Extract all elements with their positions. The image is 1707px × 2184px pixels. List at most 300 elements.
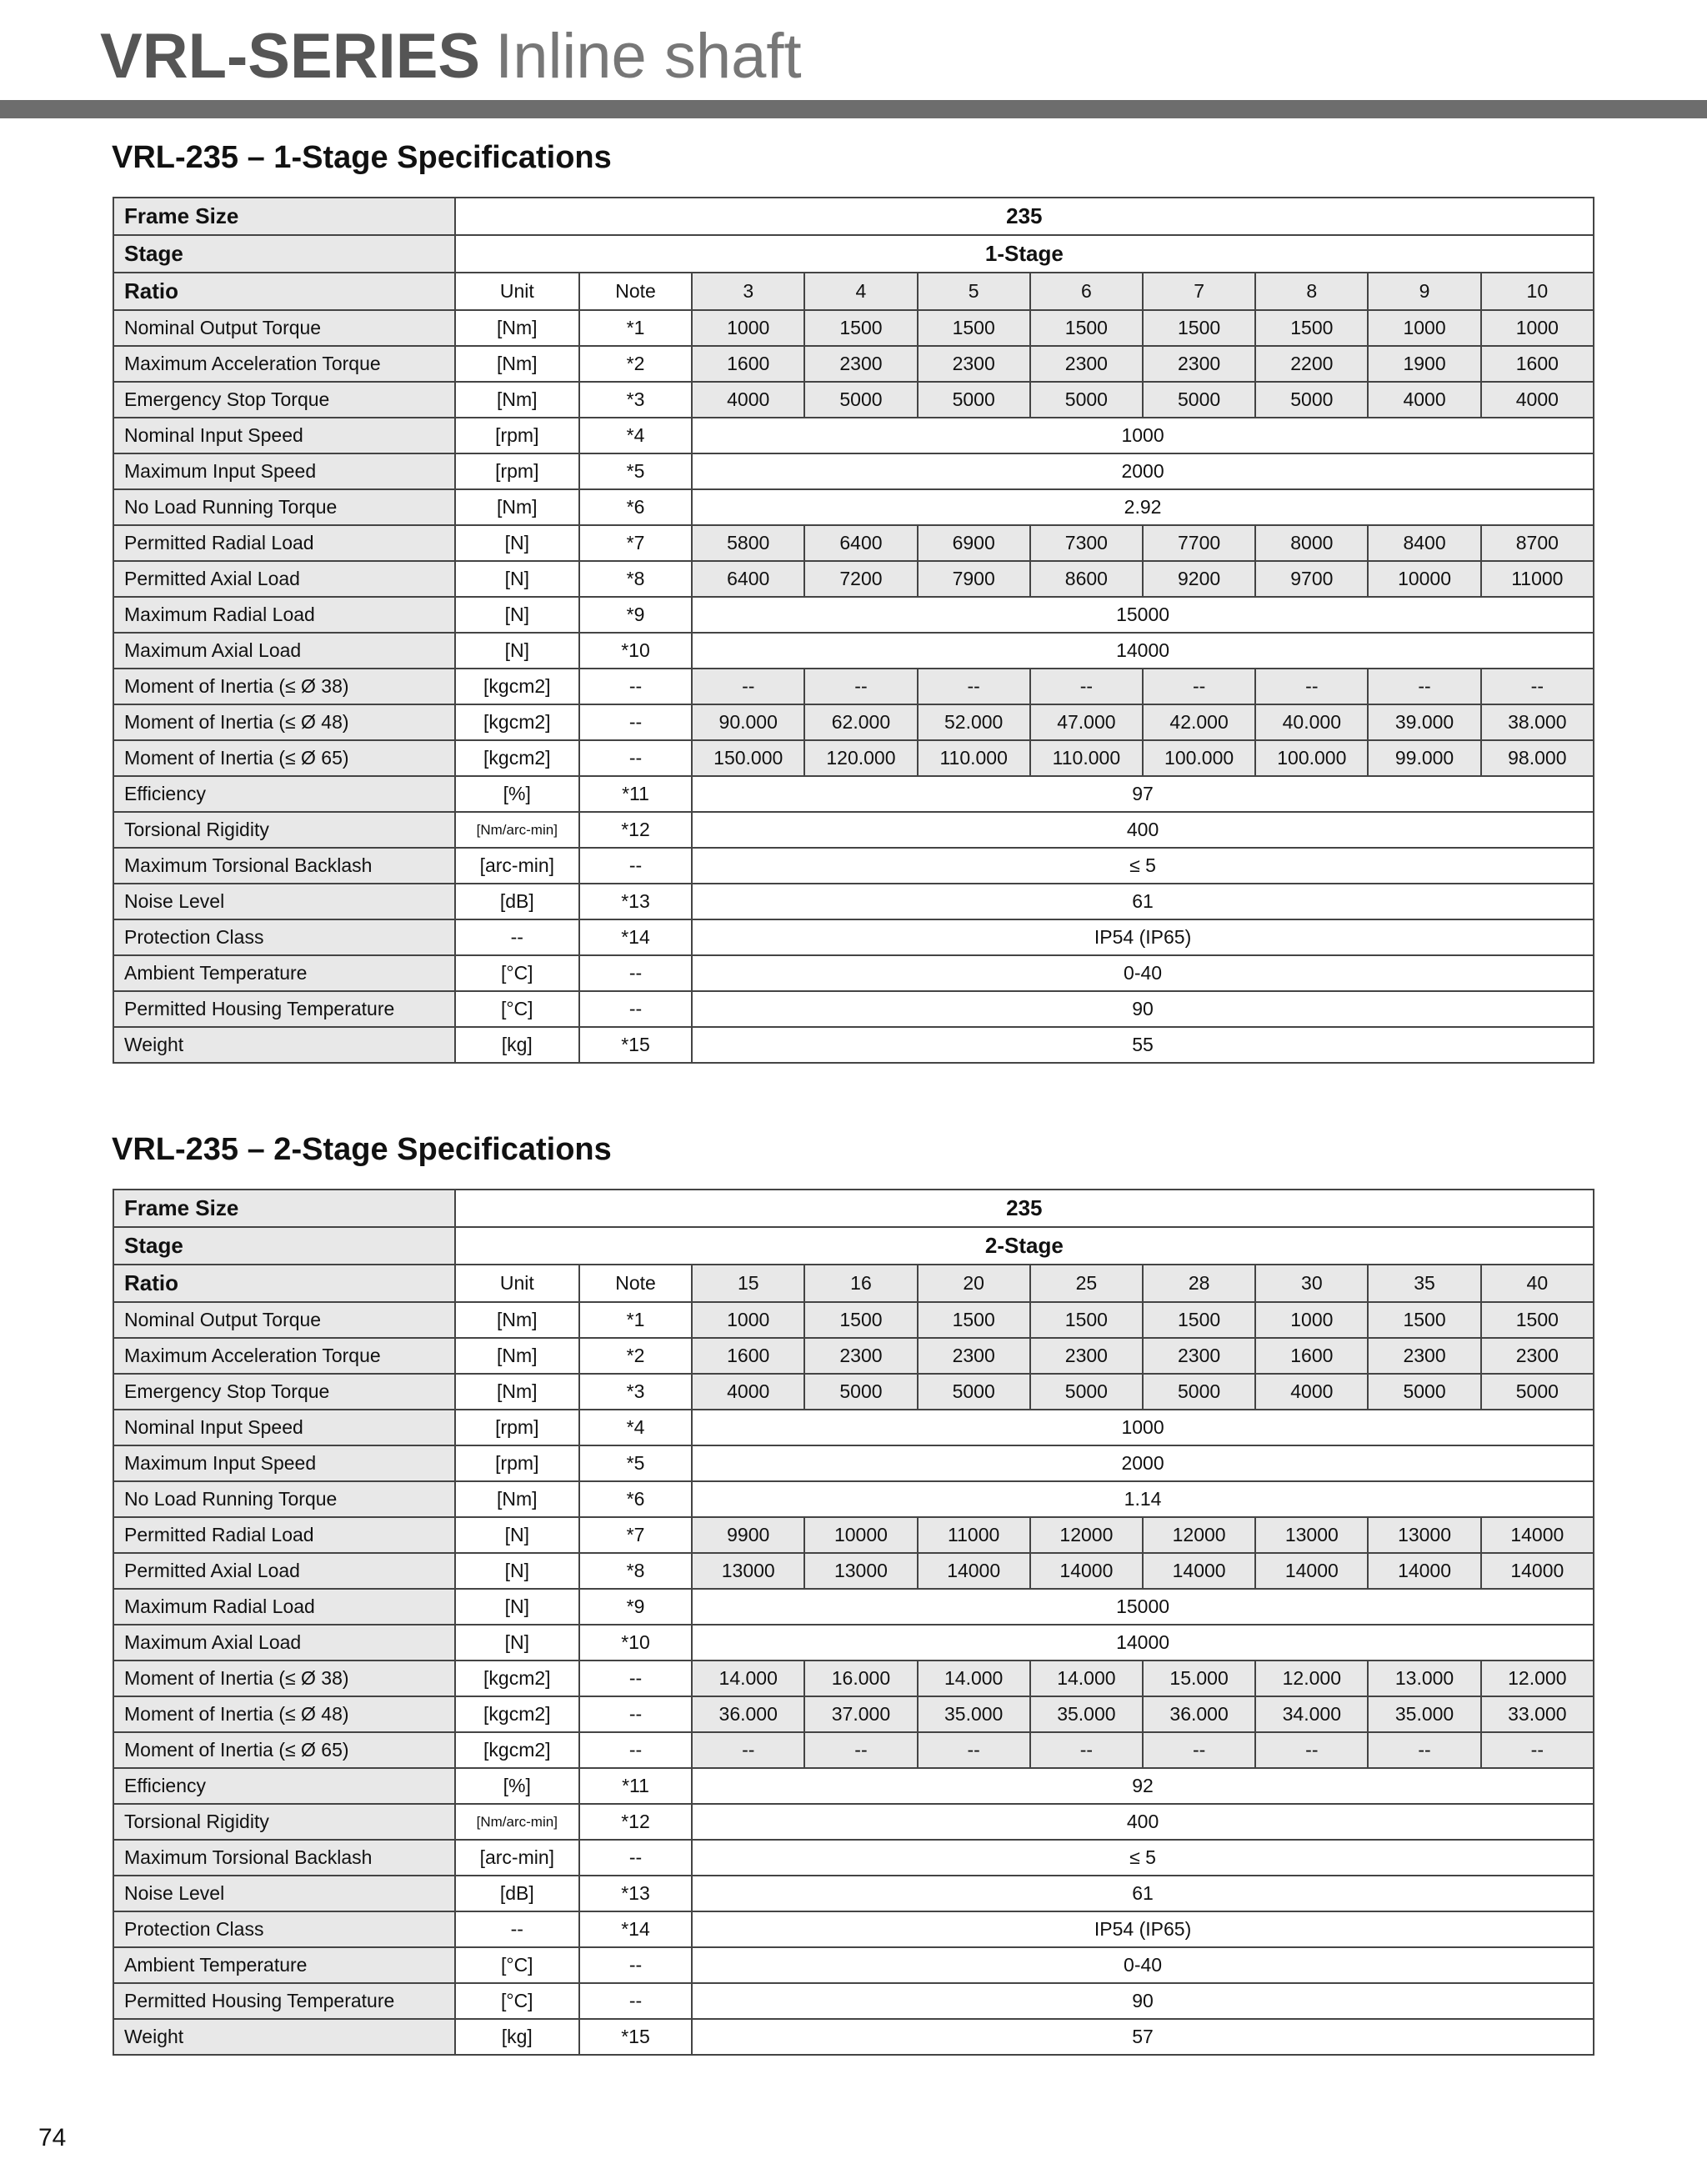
row-value: 9900 [692, 1517, 804, 1553]
row-label: No Load Running Torque [113, 489, 455, 525]
frame-size-value: 235 [455, 1190, 1594, 1227]
row-unit: [dB] [455, 884, 579, 919]
row-value: 6400 [804, 525, 917, 561]
row-label: Maximum Axial Load [113, 1625, 455, 1661]
row-value: 1000 [1368, 310, 1480, 346]
row-value: 2200 [1255, 346, 1368, 382]
row-value-span: 400 [692, 1804, 1594, 1840]
row-value: -- [1030, 1732, 1143, 1768]
frame-size-row [113, 1190, 1594, 1227]
row-value: 5000 [1255, 382, 1368, 418]
row-value: 5000 [1030, 382, 1143, 418]
row-label: Maximum Radial Load [113, 1589, 455, 1625]
ratio-value: 4 [804, 273, 917, 310]
row-value: 1600 [692, 346, 804, 382]
row-label: Ambient Temperature [113, 955, 455, 991]
row-unit: [arc-min] [455, 848, 579, 884]
row-value-span: ≤ 5 [692, 1840, 1594, 1876]
row-unit: [kg] [455, 2019, 579, 2055]
row-value: 14000 [1481, 1517, 1594, 1553]
row-label: Maximum Radial Load [113, 597, 455, 633]
row-value: 110.000 [1030, 740, 1143, 776]
stage-row [113, 1227, 1594, 1265]
row-value: 12000 [1030, 1517, 1143, 1553]
row-value: 13000 [692, 1553, 804, 1589]
row-value: 2300 [804, 1338, 917, 1374]
row-unit: [N] [455, 525, 579, 561]
row-value-span: 2000 [692, 1445, 1594, 1481]
row-value: 12000 [1143, 1517, 1255, 1553]
row-value: 62.000 [804, 704, 917, 740]
row-value: 150.000 [692, 740, 804, 776]
row-value: 5000 [1368, 1374, 1480, 1410]
row-unit: [N] [455, 597, 579, 633]
row-value-span: 61 [692, 884, 1594, 919]
row-value: 10000 [1368, 561, 1480, 597]
row-value: 5000 [1030, 1374, 1143, 1410]
stage-value: 1-Stage [455, 235, 1594, 273]
row-value: 9200 [1143, 561, 1255, 597]
row-note: *1 [579, 1302, 692, 1338]
row-label: Permitted Radial Load [113, 1517, 455, 1553]
row-unit: [Nm] [455, 1481, 579, 1517]
row-value: 7900 [918, 561, 1030, 597]
row-note: -- [579, 1983, 692, 2019]
row-value: 110.000 [918, 740, 1030, 776]
row-note: -- [579, 848, 692, 884]
row-note: *10 [579, 633, 692, 669]
row-note: -- [579, 740, 692, 776]
row-value: 11000 [918, 1517, 1030, 1553]
row-value: -- [804, 1732, 917, 1768]
row-value: 14.000 [918, 1661, 1030, 1696]
row-value: -- [1143, 1732, 1255, 1768]
frame-size-label: Frame Size [113, 1190, 455, 1227]
row-value-span: 1.14 [692, 1481, 1594, 1517]
row-label: Maximum Torsional Backlash [113, 1840, 455, 1876]
row-value: 1000 [1481, 310, 1594, 346]
row-unit: [rpm] [455, 1445, 579, 1481]
note-header: Note [579, 1265, 692, 1302]
row-value: 1500 [1030, 1302, 1143, 1338]
page-number: 74 [38, 2124, 67, 2151]
row-unit: [kgcm2] [455, 1732, 579, 1768]
row-value-span: 90 [692, 1983, 1594, 2019]
row-value: 11000 [1481, 561, 1594, 597]
row-label: Protection Class [113, 919, 455, 955]
row-value: -- [1368, 1732, 1480, 1768]
row-note: -- [579, 704, 692, 740]
row-value: 5000 [918, 1374, 1030, 1410]
row-note: *9 [579, 597, 692, 633]
row-value: 36.000 [1143, 1696, 1255, 1732]
row-note: *6 [579, 1481, 692, 1517]
table-row [113, 1661, 1594, 1696]
row-value: 1000 [692, 1302, 804, 1338]
table-row [113, 1553, 1594, 1589]
ratio-value: 25 [1030, 1265, 1143, 1302]
ratio-value: 30 [1255, 1265, 1368, 1302]
stage-value: 2-Stage [455, 1227, 1594, 1265]
row-value: 14.000 [692, 1661, 804, 1696]
row-label: Weight [113, 2019, 455, 2055]
row-value: 4000 [692, 1374, 804, 1410]
row-label: Maximum Input Speed [113, 1445, 455, 1481]
table-row [113, 848, 1594, 884]
row-unit: [N] [455, 633, 579, 669]
row-value: 13000 [1255, 1517, 1368, 1553]
row-value-span: 1000 [692, 418, 1594, 453]
row-unit: [kgcm2] [455, 740, 579, 776]
row-unit: [kg] [455, 1027, 579, 1063]
row-value-span: 400 [692, 812, 1594, 848]
table-row [113, 1517, 1594, 1553]
ratio-value: 7 [1143, 273, 1255, 310]
row-label: Emergency Stop Torque [113, 382, 455, 418]
row-value: 8700 [1481, 525, 1594, 561]
row-value: 14000 [1368, 1553, 1480, 1589]
table-row [113, 633, 1594, 669]
row-label: Ambient Temperature [113, 1947, 455, 1983]
row-value: 37.000 [804, 1696, 917, 1732]
row-unit: [kgcm2] [455, 1661, 579, 1696]
row-value: 2300 [1030, 346, 1143, 382]
row-label: Permitted Housing Temperature [113, 1983, 455, 2019]
row-label: Maximum Input Speed [113, 453, 455, 489]
row-value: 35.000 [918, 1696, 1030, 1732]
row-unit: [kgcm2] [455, 669, 579, 704]
table-row [113, 1302, 1594, 1338]
row-value: 120.000 [804, 740, 917, 776]
row-unit: [kgcm2] [455, 704, 579, 740]
row-unit: [Nm] [455, 1338, 579, 1374]
row-value-span: 2000 [692, 453, 1594, 489]
row-value: 6900 [918, 525, 1030, 561]
row-value: 5000 [804, 382, 917, 418]
row-label: Torsional Rigidity [113, 1804, 455, 1840]
row-note: -- [579, 669, 692, 704]
row-note: *3 [579, 1374, 692, 1410]
ratio-value: 5 [918, 273, 1030, 310]
row-value-span: 90 [692, 991, 1594, 1027]
row-value: 16.000 [804, 1661, 917, 1696]
row-value: -- [1255, 1732, 1368, 1768]
table-row [113, 1911, 1594, 1947]
row-note: *8 [579, 561, 692, 597]
row-value: 99.000 [1368, 740, 1480, 776]
row-value: 100.000 [1255, 740, 1368, 776]
row-value: 14000 [1255, 1553, 1368, 1589]
row-value: 2300 [1481, 1338, 1594, 1374]
row-value: 1500 [1030, 310, 1143, 346]
row-value: 38.000 [1481, 704, 1594, 740]
row-value-span: IP54 (IP65) [692, 1911, 1594, 1947]
ratio-value: 6 [1030, 273, 1143, 310]
ratio-value: 10 [1481, 273, 1594, 310]
row-value-span: 97 [692, 776, 1594, 812]
row-value: -- [692, 669, 804, 704]
row-value: 2300 [804, 346, 917, 382]
row-note: *15 [579, 2019, 692, 2055]
table-row [113, 812, 1594, 848]
stage-label: Stage [113, 1227, 455, 1265]
section-title-1-stage: VRL-235 – 1-Stage Specifications [112, 140, 612, 175]
row-note: -- [579, 1732, 692, 1768]
row-unit: [Nm] [455, 346, 579, 382]
row-value: -- [1481, 669, 1594, 704]
row-value-span: 15000 [692, 597, 1594, 633]
row-value: -- [1030, 669, 1143, 704]
row-value: 1500 [1143, 310, 1255, 346]
row-label: Efficiency [113, 776, 455, 812]
row-value: 1600 [692, 1338, 804, 1374]
row-value: 14.000 [1030, 1661, 1143, 1696]
row-value-span: 92 [692, 1768, 1594, 1804]
spec-table-1-stage [113, 197, 1594, 1064]
row-note: *5 [579, 453, 692, 489]
row-value-span: 2.92 [692, 489, 1594, 525]
row-value: 40.000 [1255, 704, 1368, 740]
row-value: 13000 [804, 1553, 917, 1589]
row-value: 9700 [1255, 561, 1368, 597]
row-value: 1500 [804, 1302, 917, 1338]
row-value: -- [804, 669, 917, 704]
ratio-value: 20 [918, 1265, 1030, 1302]
row-note: *2 [579, 346, 692, 382]
page-header [100, 20, 802, 95]
row-note: *1 [579, 310, 692, 346]
table-row [113, 919, 1594, 955]
ratio-row [113, 273, 1594, 310]
row-value: 10000 [804, 1517, 917, 1553]
row-value: 5000 [804, 1374, 917, 1410]
unit-header: Unit [455, 273, 579, 310]
table-row [113, 776, 1594, 812]
table-row [113, 1696, 1594, 1732]
row-value: 2300 [918, 1338, 1030, 1374]
row-note: *12 [579, 812, 692, 848]
table-row [113, 597, 1594, 633]
row-value: 2300 [1143, 1338, 1255, 1374]
row-value: 1500 [918, 310, 1030, 346]
row-value: 5000 [918, 382, 1030, 418]
row-note: *2 [579, 1338, 692, 1374]
stage-row [113, 235, 1594, 273]
table-row [113, 1589, 1594, 1625]
row-value-span: 61 [692, 1876, 1594, 1911]
ratio-row [113, 1265, 1594, 1302]
row-value: 12.000 [1481, 1661, 1594, 1696]
row-label: Moment of Inertia (≤ Ø 48) [113, 704, 455, 740]
row-unit: [Nm] [455, 489, 579, 525]
series-subtitle: Inline shaft [495, 21, 802, 92]
row-label: Maximum Acceleration Torque [113, 1338, 455, 1374]
row-unit: [kgcm2] [455, 1696, 579, 1732]
row-unit: [N] [455, 1589, 579, 1625]
row-unit: [Nm/arc-min] [455, 812, 579, 848]
table-row [113, 1625, 1594, 1661]
row-label: Noise Level [113, 1876, 455, 1911]
table-row [113, 955, 1594, 991]
row-unit: [Nm] [455, 1374, 579, 1410]
ratio-value: 28 [1143, 1265, 1255, 1302]
row-note: *10 [579, 1625, 692, 1661]
row-value: 98.000 [1481, 740, 1594, 776]
row-value: 42.000 [1143, 704, 1255, 740]
row-label: Weight [113, 1027, 455, 1063]
table-row [113, 525, 1594, 561]
row-value: 36.000 [692, 1696, 804, 1732]
table-row [113, 382, 1594, 418]
row-value: 8600 [1030, 561, 1143, 597]
row-label: Moment of Inertia (≤ Ø 65) [113, 1732, 455, 1768]
table-row [113, 1804, 1594, 1840]
note-header: Note [579, 273, 692, 310]
table-row [113, 1374, 1594, 1410]
row-value-span: 0-40 [692, 955, 1594, 991]
row-unit: [°C] [455, 955, 579, 991]
ratio-value: 16 [804, 1265, 917, 1302]
ratio-value: 35 [1368, 1265, 1480, 1302]
table-row [113, 704, 1594, 740]
row-note: -- [579, 1661, 692, 1696]
row-note: *7 [579, 1517, 692, 1553]
row-note: *4 [579, 1410, 692, 1445]
row-label: Permitted Housing Temperature [113, 991, 455, 1027]
row-value: 1500 [1255, 310, 1368, 346]
row-unit: [arc-min] [455, 1840, 579, 1876]
row-value: 1500 [918, 1302, 1030, 1338]
row-value: -- [1143, 669, 1255, 704]
row-value: 2300 [1143, 346, 1255, 382]
row-value-span: ≤ 5 [692, 848, 1594, 884]
row-label: Emergency Stop Torque [113, 1374, 455, 1410]
row-label: Moment of Inertia (≤ Ø 38) [113, 669, 455, 704]
table-row [113, 1410, 1594, 1445]
row-label: Maximum Axial Load [113, 633, 455, 669]
ratio-value: 8 [1255, 273, 1368, 310]
row-note: *13 [579, 1876, 692, 1911]
table-row [113, 561, 1594, 597]
row-value: 8400 [1368, 525, 1480, 561]
row-value: 39.000 [1368, 704, 1480, 740]
table-row [113, 346, 1594, 382]
row-label: Nominal Output Torque [113, 310, 455, 346]
row-value: 1900 [1368, 346, 1480, 382]
row-value: 14000 [918, 1553, 1030, 1589]
series-title: VRL-SERIES [100, 21, 481, 92]
row-value-span: 57 [692, 2019, 1594, 2055]
row-value-span: 1000 [692, 1410, 1594, 1445]
row-unit: [rpm] [455, 418, 579, 453]
row-value: 1500 [1368, 1302, 1480, 1338]
row-unit: [°C] [455, 991, 579, 1027]
row-value: 2300 [918, 346, 1030, 382]
spec-table-2-stage [113, 1189, 1594, 2056]
frame-size-label: Frame Size [113, 198, 455, 235]
row-value-span: 15000 [692, 1589, 1594, 1625]
row-note: *14 [579, 1911, 692, 1947]
row-value: 14000 [1481, 1553, 1594, 1589]
row-value: 8000 [1255, 525, 1368, 561]
row-value: 35.000 [1368, 1696, 1480, 1732]
row-label: Nominal Input Speed [113, 418, 455, 453]
row-value: 5000 [1143, 1374, 1255, 1410]
table-row [113, 2019, 1594, 2055]
row-value: 1500 [804, 310, 917, 346]
row-unit: -- [455, 919, 579, 955]
row-value: -- [918, 669, 1030, 704]
table-row [113, 1983, 1594, 2019]
row-unit: [N] [455, 1553, 579, 1589]
row-note: *7 [579, 525, 692, 561]
row-value: 4000 [1255, 1374, 1368, 1410]
table-row [113, 1445, 1594, 1481]
row-value: 1500 [1143, 1302, 1255, 1338]
row-note: *6 [579, 489, 692, 525]
row-value: 4000 [692, 382, 804, 418]
row-label: Efficiency [113, 1768, 455, 1804]
row-unit: [dB] [455, 1876, 579, 1911]
table-row [113, 1027, 1594, 1063]
row-label: Maximum Torsional Backlash [113, 848, 455, 884]
row-label: Moment of Inertia (≤ Ø 65) [113, 740, 455, 776]
row-label: Permitted Axial Load [113, 561, 455, 597]
row-value: 1000 [692, 310, 804, 346]
row-value: 5000 [1143, 382, 1255, 418]
table-row [113, 1947, 1594, 1983]
row-unit: [%] [455, 776, 579, 812]
row-value: 14000 [1030, 1553, 1143, 1589]
row-value-span: 0-40 [692, 1947, 1594, 1983]
row-value: 33.000 [1481, 1696, 1594, 1732]
row-label: Moment of Inertia (≤ Ø 48) [113, 1696, 455, 1732]
row-note: *14 [579, 919, 692, 955]
row-value: -- [1368, 669, 1480, 704]
row-note: -- [579, 1840, 692, 1876]
ratio-value: 40 [1481, 1265, 1594, 1302]
row-value-span: 14000 [692, 1625, 1594, 1661]
row-unit: [°C] [455, 1983, 579, 2019]
row-note: *11 [579, 776, 692, 812]
row-value: 14000 [1143, 1553, 1255, 1589]
table-row [113, 991, 1594, 1027]
frame-size-value: 235 [455, 198, 1594, 235]
row-value: 15.000 [1143, 1661, 1255, 1696]
row-value: 12.000 [1255, 1661, 1368, 1696]
table-row [113, 1876, 1594, 1911]
row-value: 13.000 [1368, 1661, 1480, 1696]
row-value: -- [1481, 1732, 1594, 1768]
row-value: 5800 [692, 525, 804, 561]
row-label: Torsional Rigidity [113, 812, 455, 848]
ratio-label: Ratio [113, 1265, 455, 1302]
row-note: *12 [579, 1804, 692, 1840]
table-row [113, 1840, 1594, 1876]
row-label: No Load Running Torque [113, 1481, 455, 1517]
row-note: *5 [579, 1445, 692, 1481]
table-row [113, 669, 1594, 704]
row-unit: [°C] [455, 1947, 579, 1983]
row-label: Noise Level [113, 884, 455, 919]
row-value: 7200 [804, 561, 917, 597]
row-note: *11 [579, 1768, 692, 1804]
row-label: Nominal Input Speed [113, 1410, 455, 1445]
row-value-span: 55 [692, 1027, 1594, 1063]
stage-label: Stage [113, 235, 455, 273]
row-note: -- [579, 1696, 692, 1732]
row-note: *13 [579, 884, 692, 919]
